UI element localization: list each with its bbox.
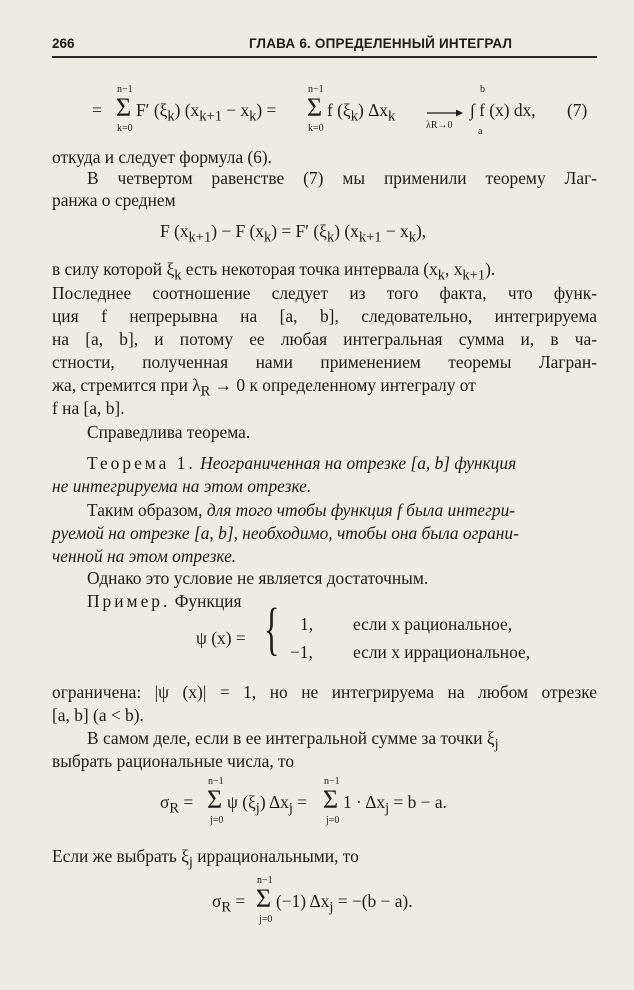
l21-a: В самом деле, если в ее интегральной сумме за точки ξ xyxy=(87,728,495,748)
text-line-6: ция f непрерывна на [a, b], следовательно, интегрируема xyxy=(52,306,597,326)
lagrange-e: − x xyxy=(381,221,409,241)
text-line-7: на [a, b], и потому ее любая интегральная сумма и, в ча- xyxy=(52,329,597,349)
sigma2-sym: σ xyxy=(212,891,222,911)
chapter-title: ГЛАВА 6. ОПРЕДЕЛЕННЫЙ ИНТЕГРАЛ xyxy=(249,36,513,51)
text-line-2: В четвертом равенстве (7) мы применили теорему Лаг- xyxy=(87,168,597,188)
lagrange-formula xyxy=(160,221,426,246)
eq7-sum2-sign: Σ xyxy=(307,93,323,122)
eq7-sum1-top: n−1 xyxy=(117,84,133,95)
theorem-line-1 xyxy=(87,452,516,474)
text-line-8: стности, полученная нами применением теоремы Лагран- xyxy=(52,352,597,372)
sigma1-term-b: ) Δx xyxy=(259,792,289,812)
l14-b: для того чтобы функция f была интегри- xyxy=(206,500,516,520)
psi-case2-condition: если x иррациональное, xyxy=(353,642,531,662)
l4-b: есть некоторая точка интервала (x xyxy=(181,259,438,279)
example-text: Функция xyxy=(174,591,242,611)
eq7-number: (7) xyxy=(567,100,588,120)
sigma2-top: n−1 xyxy=(257,875,273,886)
text-line-11: Справедлива теорема. xyxy=(87,422,251,442)
psi-brace: { xyxy=(264,596,280,661)
l4-sub: k xyxy=(174,267,182,284)
sigma1-term-sub: j xyxy=(255,800,260,817)
text-line-23 xyxy=(52,845,359,873)
eq7-term1-a: F′ (ξ xyxy=(136,100,168,120)
sigma1-eq: = xyxy=(179,792,194,812)
text-line-10: f на [a, b]. xyxy=(52,398,125,418)
sigma1-term-sub2: j xyxy=(288,800,293,817)
sigma1-term xyxy=(227,792,307,817)
sigma1-term-a: ψ (ξ xyxy=(227,792,256,812)
eq7-term1-sub: k xyxy=(167,108,175,125)
eq7-sum1-sign: Σ xyxy=(116,93,132,122)
l4-sub2: k xyxy=(437,267,446,284)
sigma2-bottom: j=0 xyxy=(259,914,273,925)
text-line-19: ограничена: |ψ (x)| = 1, но не интегрируема на любом отрезке xyxy=(52,682,597,702)
sigma2-term-a: (−1) Δx xyxy=(276,891,330,911)
text-line-3: ранжа о среднем xyxy=(52,190,176,210)
l4-a: в силу которой ξ xyxy=(52,259,175,279)
lagrange-sub5: k xyxy=(408,229,416,246)
psi-case1-value: 1, xyxy=(300,614,314,634)
eq7-limit-label: λR→0 xyxy=(426,120,453,131)
eq7-int-top: b xyxy=(480,84,485,95)
sigma2-term xyxy=(276,891,413,916)
sigma1-top: n−1 xyxy=(208,776,224,787)
eq7-term2-sub2: k xyxy=(387,108,396,125)
eq7-integral: ∫ f (x) dx, xyxy=(470,100,536,120)
eq7-term2-a: f (ξ xyxy=(327,100,351,120)
psi-case1-condition: если x рациональное, xyxy=(353,614,513,634)
l23-a: Если же выбрать ξ xyxy=(52,846,189,866)
sigma2-term-sub: j xyxy=(329,899,334,916)
eq7-term1-d: ) = xyxy=(256,100,277,120)
l4-sub3: k+1 xyxy=(462,267,486,284)
text-line-15: руемой на отрезке [a, b], необходимо, чтобы она была ограни- xyxy=(52,523,519,543)
theorem-text: Неограниченная на отрезке [a, b] функция xyxy=(200,453,517,473)
eq7-int-bottom: a xyxy=(478,126,483,137)
eq7-sum2-bottom: k=0 xyxy=(308,123,324,134)
lagrange-sub1: k+1 xyxy=(188,229,212,246)
sigma2-sum-sign: Σ xyxy=(256,884,272,913)
sigma2-term-b: = −(b − a). xyxy=(333,891,413,911)
lagrange-sub2: k xyxy=(264,229,272,246)
sigma1-lhs xyxy=(160,792,193,817)
sigma1-term2-sub: j xyxy=(385,800,390,817)
psi-lhs: ψ (x) = xyxy=(196,628,246,648)
l4-d: ). xyxy=(485,259,496,279)
sigma2-lhs xyxy=(212,891,245,916)
text-line-14 xyxy=(87,499,515,521)
eq7-term2-sub: k xyxy=(350,108,358,125)
theorem-line-2: не интегрируема на этом отрезке. xyxy=(52,476,312,496)
sigma1-bottom: j=0 xyxy=(210,815,224,826)
lagrange-b: ) − F (x xyxy=(211,221,265,241)
lagrange-sub3: k xyxy=(326,229,335,246)
text-line-17: Однако это условие не является достаточным. xyxy=(87,568,429,588)
psi-case2-value: −1, xyxy=(290,642,313,662)
limit-arrow xyxy=(427,108,463,118)
l9-a: жа, стремится при λ xyxy=(52,375,201,395)
text-line-16: ченной на этом отрезке. xyxy=(52,546,237,566)
l9-b: → 0 к определенному интегралу от xyxy=(210,375,476,395)
l21-sub: j xyxy=(494,736,499,753)
eq7-term1 xyxy=(136,100,276,125)
sigma1-sum-sign: Σ xyxy=(207,785,223,814)
text-line-22: выбрать рациональные числа, то xyxy=(52,751,295,771)
text-line-5: Последнее соотношение следует из того факта, что функ- xyxy=(52,283,597,303)
example-label: Пример. xyxy=(87,591,171,611)
l23-b: иррациональными, то xyxy=(192,846,359,866)
eq7-term2 xyxy=(327,100,395,125)
page-number: 266 xyxy=(52,36,75,51)
theorem-label: Теорема 1. xyxy=(87,453,196,473)
eq7-term1-sub2: k+1 xyxy=(199,108,222,125)
eq7-term1-sub3: k xyxy=(249,108,257,125)
sigma1-sum2-sign: Σ xyxy=(323,785,339,814)
lagrange-sub4: k+1 xyxy=(358,229,382,246)
l14-a: Таким образом, xyxy=(87,500,203,520)
sigma1-top2: n−1 xyxy=(324,776,340,787)
lagrange-a: F (x xyxy=(160,221,189,241)
sigma1-sub: R xyxy=(169,800,180,817)
sigma1-term2-a: 1 · Δx xyxy=(343,792,386,812)
l23-sub: j xyxy=(188,854,193,871)
sigma1-term2 xyxy=(343,792,447,817)
l4-c: , x xyxy=(445,259,463,279)
lagrange-d: ) (x xyxy=(334,221,359,241)
text-line-20: [a, b] (a < b). xyxy=(52,705,144,725)
sigma2-eq: = xyxy=(231,891,246,911)
sigma1-sym: σ xyxy=(160,792,170,812)
eq7-sum1-bottom: k=0 xyxy=(117,123,133,134)
eq7-term2-b: ) Δx xyxy=(357,100,388,120)
example-line xyxy=(87,590,242,612)
running-header xyxy=(52,30,597,58)
text-line-1: откуда и следует формула (6). xyxy=(52,147,273,167)
lagrange-f: ), xyxy=(415,221,427,241)
sigma1-bottom2: j=0 xyxy=(326,815,340,826)
eq7-term1-c: − x xyxy=(221,100,250,120)
l9-sub: R xyxy=(200,383,211,400)
sigma1-term-c: = xyxy=(292,792,308,812)
sigma2-sub: R xyxy=(221,899,232,916)
eq7-lead: = xyxy=(92,100,102,120)
lagrange-c: ) = F′ (ξ xyxy=(271,221,327,241)
sigma1-term2-b: = b − a. xyxy=(389,792,447,812)
eq7-sum2-top: n−1 xyxy=(308,84,324,95)
eq7-term1-b: ) (x xyxy=(174,100,200,120)
